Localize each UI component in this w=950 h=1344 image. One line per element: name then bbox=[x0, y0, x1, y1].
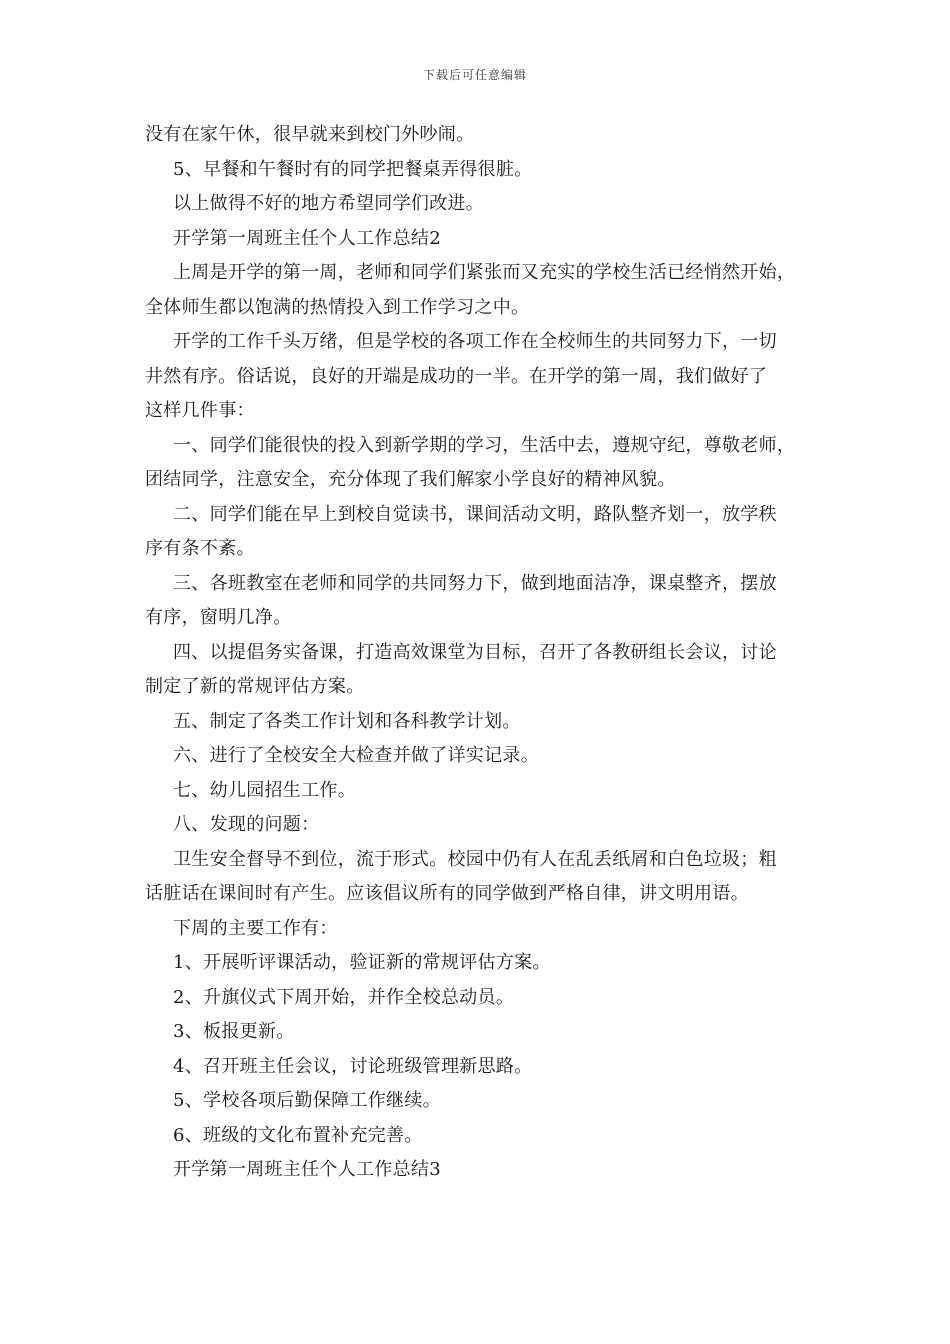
text-line: 开学第一周班主任个人工作总结3 bbox=[173, 1159, 441, 1180]
text-line: 这样几件事： bbox=[145, 400, 255, 421]
text-line: 以上做得不好的地方希望同学们改进。 bbox=[173, 193, 485, 214]
text-line: 开学的工作千头万绪，但是学校的各项工作在全校师生的共同努力下，一切 bbox=[173, 331, 777, 352]
text-line: 五、制定了各类工作计划和各科教学计划。 bbox=[173, 710, 521, 732]
text-line: 序有条不紊。 bbox=[145, 538, 255, 559]
text-line: 4、召开班主任会议，讨论班级管理新思路。 bbox=[173, 1055, 533, 1077]
text-line: 1、开展听评课活动，验证新的常规评估方案。 bbox=[173, 952, 551, 973]
text-line: 下周的主要工作有： bbox=[173, 917, 338, 939]
text-line: 三、各班教室在老师和同学的共同努力下，做到地面洁净，课桌整齐，摆放 bbox=[173, 572, 777, 594]
text-line: 开学第一周班主任个人工作总结2 bbox=[173, 227, 441, 249]
text-line: 井然有序。俗话说，良好的开端是成功的一半。在开学的第一周，我们做好了 bbox=[145, 365, 768, 387]
text-line: 一、同学们能很快的投入到新学期的学习，生活中去，遵规守纪，尊敬老师， bbox=[173, 434, 796, 456]
page-header-note: 下载后可任意编辑 bbox=[422, 68, 527, 82]
text-line: 八、发现的问题： bbox=[173, 814, 320, 835]
text-line: 四、以提倡务实备课，打造高效课堂为目标，召开了各教研组长会议，讨论 bbox=[173, 641, 777, 663]
text-line: 卫生安全督导不到位，流于形式。校园中仍有人在乱丢纸屑和白色垃圾；粗 bbox=[173, 848, 777, 870]
text-line: 6、班级的文化布置补充完善。 bbox=[173, 1124, 423, 1146]
text-line: 六、进行了全校安全大检查并做了详实记录。 bbox=[173, 745, 539, 766]
text-line: 3、板报更新。 bbox=[173, 1021, 295, 1042]
text-line: 2、升旗仪式下周开始，并作全校总动员。 bbox=[173, 986, 515, 1008]
text-line: 5、学校各项后勤保障工作继续。 bbox=[173, 1090, 441, 1111]
text-line: 七、幼儿园招生工作。 bbox=[173, 779, 356, 801]
text-line: 5、早餐和午餐时有的同学把餐桌弄得很脏。 bbox=[173, 158, 533, 180]
text-line: 话脏话在课间时有产生。应该倡议所有的同学做到严格自律，讲文明用语。 bbox=[145, 883, 749, 904]
text-line: 二、同学们能在早上到校自觉读书，课间活动文明，路队整齐划一，放学秩 bbox=[173, 503, 777, 525]
text-line: 制定了新的常规评估方案。 bbox=[145, 676, 365, 697]
text-line: 没有在家午休，很早就来到校门外吵闹。 bbox=[145, 124, 475, 145]
document-body bbox=[145, 118, 810, 1188]
text-line: 有序，窗明几净。 bbox=[145, 607, 292, 628]
text-line: 上周是开学的第一周，老师和同学们紧张而又充实的学校生活已经悄然开始， bbox=[173, 262, 796, 283]
text-line: 全体师生都以饱满的热情投入到工作学习之中。 bbox=[145, 296, 530, 318]
text-line: 团结同学，注意安全，充分体现了我们解家小学良好的精神风貌。 bbox=[145, 469, 676, 490]
